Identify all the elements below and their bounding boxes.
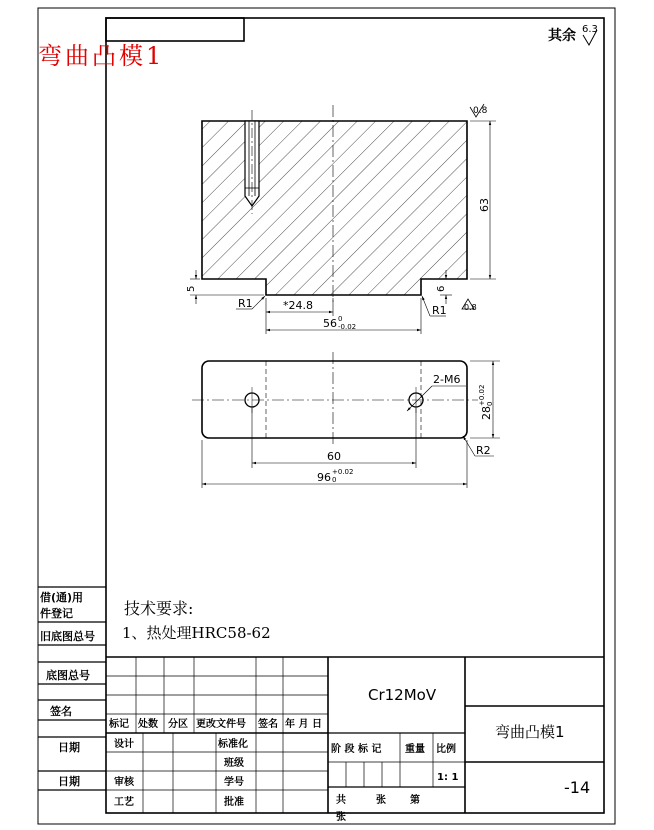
tb-row-check: 审核 [114, 777, 134, 788]
dim-length-96: 96 [317, 471, 331, 484]
tb-weight-label: 重量 [405, 744, 425, 755]
dim-step-left-5: 5 [186, 285, 197, 292]
part-plan-view [192, 352, 500, 488]
dim-width-56-sub: -0.02 [338, 323, 357, 331]
dim-length-96-sup: +0.02 [332, 468, 354, 476]
side-row4: 签名 [50, 705, 72, 718]
top-left-label-box [106, 18, 244, 41]
tb-row-standard: 标准化 [218, 739, 248, 750]
dim-height-28: 28 [480, 406, 493, 420]
tb-scale: 1: 1 [437, 772, 459, 783]
tech-req-item1: 1、热处理HRC58-62 [122, 624, 271, 642]
dim-offset-24-8: *24.8 [283, 299, 313, 312]
tb-stage-label: 阶 段 标 记 [331, 744, 382, 755]
corner-radius: R2 [476, 444, 491, 457]
dim-height-28-sub: 0 [486, 401, 494, 406]
surface-note-label: 其余 [548, 28, 576, 44]
tb-drawing-number: -14 [564, 778, 591, 797]
side-row6: 日期 [58, 775, 80, 788]
dim-length-96-sub: 0 [332, 476, 337, 484]
side-row1a: 借(通)用 [40, 591, 84, 604]
side-row2: 旧底图总号 [40, 630, 95, 643]
roughness-symbol-icon [582, 24, 598, 45]
side-row5: 日期 [58, 741, 80, 754]
tb-col-docno: 更改文件号 [196, 719, 246, 730]
thread-note: 2-M6 [433, 373, 461, 386]
tb-scale-label: 比例 [436, 744, 456, 755]
tb-col-count: 处数 [138, 719, 158, 730]
tb-row-process: 工艺 [114, 797, 134, 808]
tb-part-name: 弯曲凸模1 [495, 723, 565, 741]
tb-col-mark: 标记 [109, 719, 129, 730]
svg-text:0.8: 0.8 [473, 106, 488, 116]
radius-right: R1 [432, 304, 447, 317]
tb-row-student: 学号 [224, 777, 244, 788]
dim-width-56: 56 [323, 317, 337, 330]
tb-sheet-num: 第 [410, 795, 420, 806]
tb-row-design: 设计 [114, 739, 134, 750]
dim-hole-spacing: 60 [327, 450, 341, 463]
title-block [106, 657, 604, 823]
part-section-view [186, 104, 496, 334]
red-title: 弯曲凸模1 [38, 42, 165, 70]
dim-height-63: 63 [478, 198, 491, 212]
tech-req-heading: 技术要求: [124, 599, 194, 618]
dim-step-right-6: 6 [436, 285, 447, 292]
tb-col-zone: 分区 [168, 719, 188, 730]
roughness-bottom-icon [462, 299, 477, 312]
tb-col-sign: 签名 [258, 719, 278, 730]
tb-col-date: 年 月 日 [285, 719, 322, 730]
dim-height-28-sup: +0.02 [478, 384, 486, 406]
svg-text:0.8: 0.8 [464, 303, 477, 312]
radius-left: R1 [238, 297, 253, 310]
svg-text:6.3: 6.3 [582, 24, 598, 35]
tb-row-class: 班级 [224, 758, 244, 769]
tb-sheet-unit2: 张 [336, 812, 346, 823]
tb-sheets-unit: 张 [376, 795, 386, 806]
dim-width-56-sup: 0 [338, 315, 343, 323]
side-row3: 底图总号 [46, 669, 90, 682]
roughness-top-icon [470, 104, 488, 117]
tb-sheets-total: 共 [336, 795, 346, 806]
side-row1b: 件登记 [40, 607, 73, 620]
tb-row-approve: 批准 [224, 797, 244, 808]
tb-material: Cr12MoV [368, 686, 437, 704]
side-stamp-column [38, 587, 106, 790]
